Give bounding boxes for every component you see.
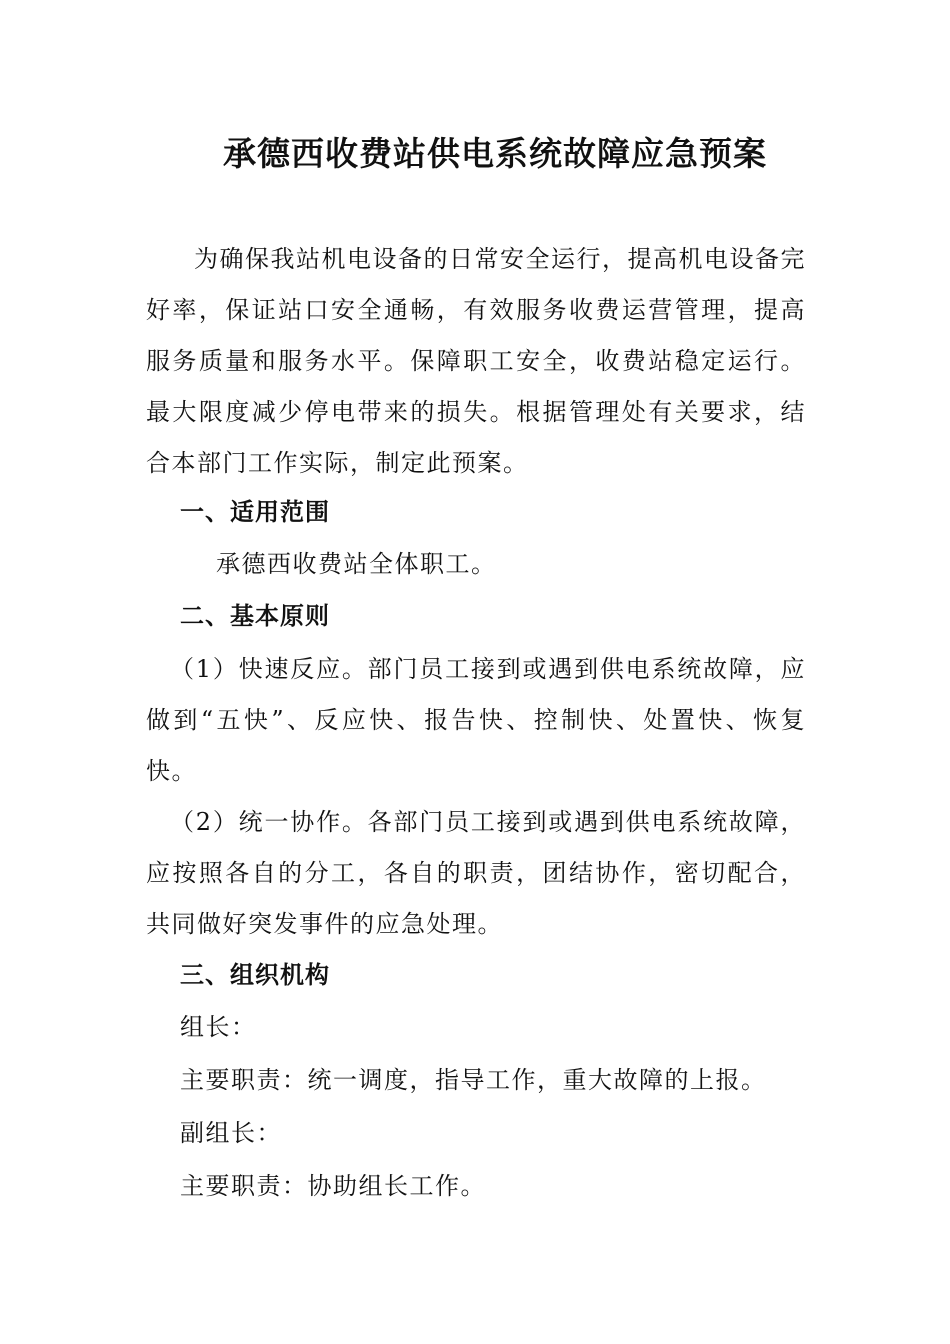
section-heading-scope: 一、适用范围 — [180, 497, 330, 526]
org-line-deputy: 副组长： — [180, 1119, 282, 1147]
section-body-scope: 承德西收费站全体职工。 — [216, 550, 497, 578]
section-heading-principles: 二、基本原则 — [180, 601, 330, 630]
section-heading-organization: 三、组织机构 — [180, 960, 330, 989]
org-line-leader: 组长： — [180, 1013, 257, 1041]
intro-paragraph: 为确保我站机电设备的日常安全运行，提高机电设备完好率，保证站口安全通畅，有效服务收费运营管理，提高服务质量和服务水平。保障职工安全，收费站稳定运行。最大限度减少停电带来的损失。根据管理处有关要求，结合本部门工作实际，制定此预案。 — [146, 245, 806, 477]
org-line-deputy-duty: 主要职责：协助组长工作。 — [180, 1172, 486, 1200]
principle-item-1: （1）快速反应。部门员工接到或遇到供电系统故障，应做到“五快”、反应快、报告快、控制快、处置快、恢复快。 — [146, 655, 806, 785]
document-title: 承德西收费站供电系统故障应急预案 — [223, 134, 767, 173]
principle-item-2: （2）统一协作。各部门员工接到或遇到供电系统故障，应按照各自的分工，各自的职责，团结协作，密切配合，共同做好突发事件的应急处理。 — [146, 808, 806, 938]
org-line-leader-duty: 主要职责：统一调度，指导工作，重大故障的上报。 — [180, 1066, 767, 1094]
